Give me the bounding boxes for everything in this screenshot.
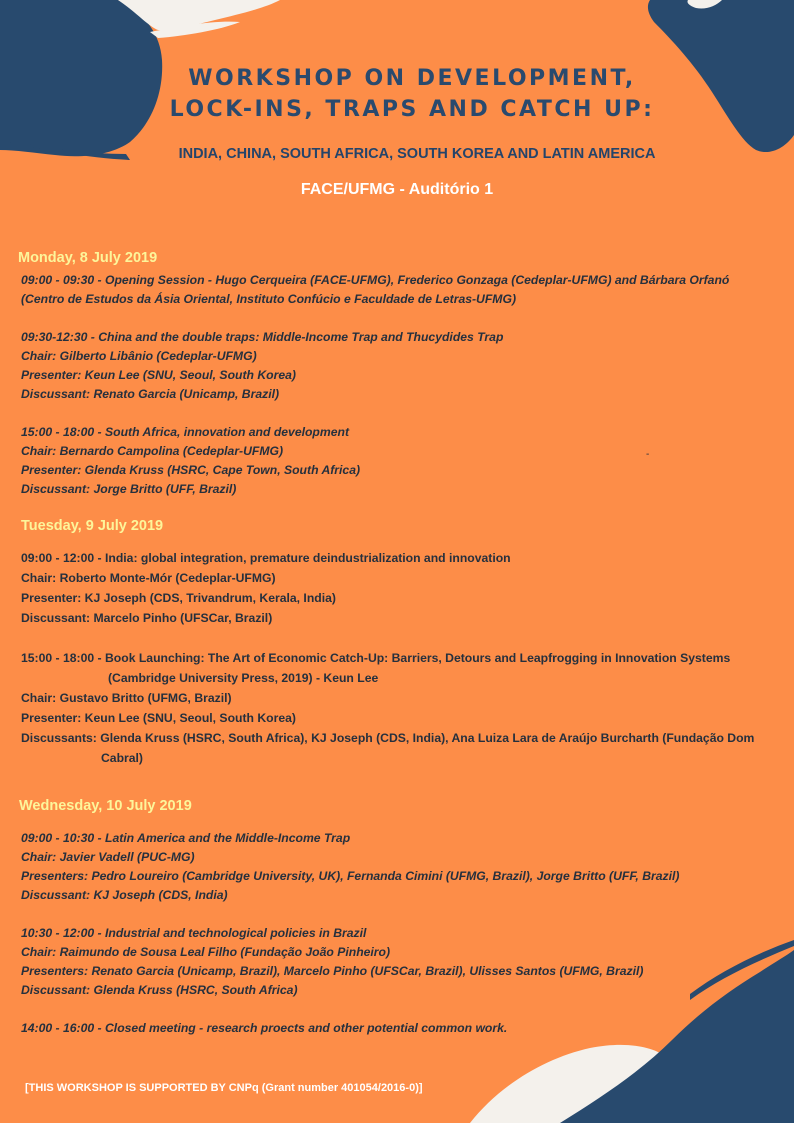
schedule-line: Chair: Gustavo Britto (UFMG, Brazil) — [21, 691, 232, 705]
schedule-line: Presenters: Pedro Loureiro (Cambridge University, UK), Fernanda Cimini (UFMG, Brazil), Jorge Britto (UFF, Brazil) — [21, 869, 680, 883]
tuesday-heading: Tuesday, 9 July 2019 — [21, 518, 164, 534]
schedule-line: Chair: Javier Vadell (PUC-MG) — [21, 850, 195, 864]
schedule-line: 15:00 - 18:00 - South Africa, innovation and development — [21, 425, 349, 439]
stray-mark: - — [646, 449, 650, 460]
schedule-line: 09:00 - 12:00 - India: global integration, premature deindustrialization and innovation — [21, 551, 511, 565]
schedule-line: Chair: Gilberto Libânio (Cedeplar-UFMG) — [21, 349, 257, 363]
workshop-title-line1: WORKSHOP ON DEVELOPMENT, — [188, 66, 636, 91]
schedule-line: Chair: Bernardo Campolina (Cedeplar-UFMG) — [21, 444, 284, 458]
schedule-line: Discussant: Jorge Britto (UFF, Brazil) — [21, 482, 237, 496]
workshop-subtitle: INDIA, CHINA, SOUTH AFRICA, SOUTH KOREA AND LATIN AMERICA — [178, 146, 656, 162]
schedule-line: Presenters: Renato Garcia (Unicamp, Brazil), Marcelo Pinho (UFSCar, Brazil), Ulisses Santos (UFMG, Brazil) — [21, 964, 644, 978]
schedule-line: Discussant: Renato Garcia (Unicamp, Brazil) — [21, 387, 280, 401]
schedule-line: Chair: Raimundo de Sousa Leal Filho (Fundação João Pinheiro) — [21, 945, 391, 959]
schedule-line: 09:30-12:30 - China and the double traps: Middle-Income Trap and Thucydides Trap — [21, 330, 504, 344]
schedule-line: Discussant: Glenda Kruss (HSRC, South Africa) — [21, 983, 298, 997]
schedule-line: Presenter: KJ Joseph (CDS, Trivandrum, Kerala, India) — [21, 591, 336, 605]
schedule-line: Discussant: KJ Joseph (CDS, India) — [21, 888, 228, 902]
schedule-line: 09:00 - 09:30 - Opening Session - Hugo Cerqueira (FACE-UFMG), Frederico Gonzaga (Cedeplar-UFMG) and Bárbara Orfanó — [21, 273, 730, 287]
schedule-line: Chair: Roberto Monte-Mór (Cedeplar-UFMG) — [21, 571, 276, 585]
schedule-line: Cabral) — [101, 751, 143, 765]
schedule-line: (Cambridge University Press, 2019) - Keun Lee — [108, 671, 379, 685]
monday-heading: Monday, 8 July 2019 — [18, 250, 158, 266]
schedule-line: Discussant: Marcelo Pinho (UFSCar, Brazil) — [21, 611, 273, 625]
workshop-title-line2: LOCK-INS, TRAPS AND CATCH UP: — [169, 97, 655, 122]
schedule-line: Presenter: Glenda Kruss (HSRC, Cape Town, South Africa) — [21, 463, 361, 477]
workshop-venue: FACE/UFMG - Auditório 1 — [300, 181, 494, 198]
wednesday-heading: Wednesday, 10 July 2019 — [19, 798, 192, 814]
support-footer: [THIS WORKSHOP IS SUPPORTED BY CNPq (Grant number 401054/2016-0)] — [25, 1082, 423, 1094]
schedule-line: Presenter: Keun Lee (SNU, Seoul, South Korea) — [21, 368, 296, 382]
schedule-line: 15:00 - 18:00 - Book Launching: The Art of Economic Catch-Up: Barriers, Detours and Leapfrogging in Innovation Systems — [21, 651, 731, 665]
schedule-line: (Centro de Estudos da Ásia Oriental, Instituto Confúcio e Faculdade de Letras-UFMG) — [21, 292, 516, 306]
schedule-line: 14:00 - 16:00 - Closed meeting - research proects and other potential common work. — [21, 1021, 508, 1035]
schedule-line: Presenter: Keun Lee (SNU, Seoul, South Korea) — [21, 711, 296, 725]
schedule-line: 10:30 - 12:00 - Industrial and technological policies in Brazil — [21, 926, 367, 940]
schedule-line: Discussants: Glenda Kruss (HSRC, South Africa), KJ Joseph (CDS, India), Ana Luiza Lara de Araújo Burcharth (Fundação Dom — [21, 731, 755, 745]
schedule-line: 09:00 - 10:30 - Latin America and the Middle-Income Trap — [21, 831, 351, 845]
